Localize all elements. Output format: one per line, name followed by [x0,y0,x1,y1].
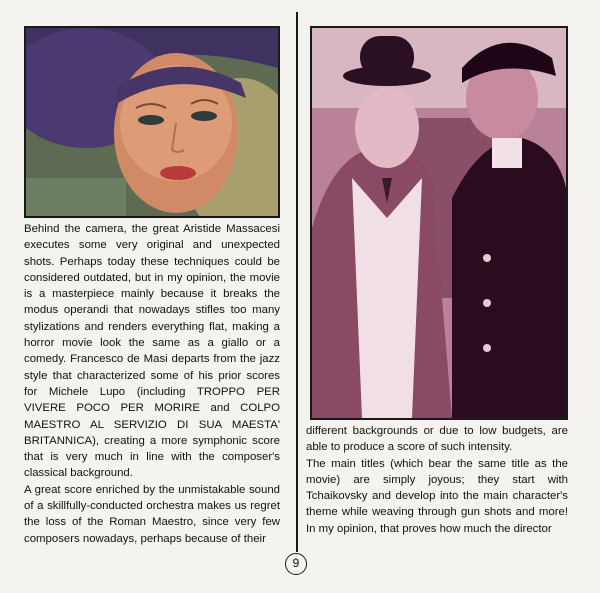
page-number: 9 [285,553,307,575]
right-text-column [306,423,568,537]
paragraph: Behind the camera, the great Aristide Massacesi executes some very original and unexpected shots. Perhaps today these techniques could be considered outdated, but in my opinion, the movie is a masterpiece mainly because it breaks the modus operandi that nowadays stifles too many stylizations and renders everything flat, making a horror movie look the same as a giallo or a comedy. Francesco de Masi departs from the jazz style that characterized some of his prior scores for Michele Lupo (including TROPPO PER VIVERE POCO PER MORIRE and COLPO MAESTRO AL SERVIZIO DI SUA MAESTA' BRITANNICA), creating a more symphonic score that is very much in line with the composer's classical background. [24,223,280,480]
paragraph: The main titles (which bear the same title as the movie) are simply joyous; they start with Tchaikovsky and develop into the main character's theme while weaving through gun shots and more! In my opinion, that proves how much the director [306,457,568,535]
paragraph: A great score enriched by the unmistakable sound of a skillfully-conducted orchestra makes us regret the loss of the Roman Maestro, since very few composers nowadays, perhaps because of their [24,483,280,545]
woman-in-hat-photo [24,26,280,218]
left-text-column [24,221,280,547]
woman-in-hat-illustration [26,28,278,216]
column-divider [296,12,298,552]
men-in-hats-photo [310,26,568,420]
men-in-hats-illustration [312,28,566,418]
paragraph: different backgrounds or due to low budgets, are able to produce a score of such intensity. [306,425,568,454]
